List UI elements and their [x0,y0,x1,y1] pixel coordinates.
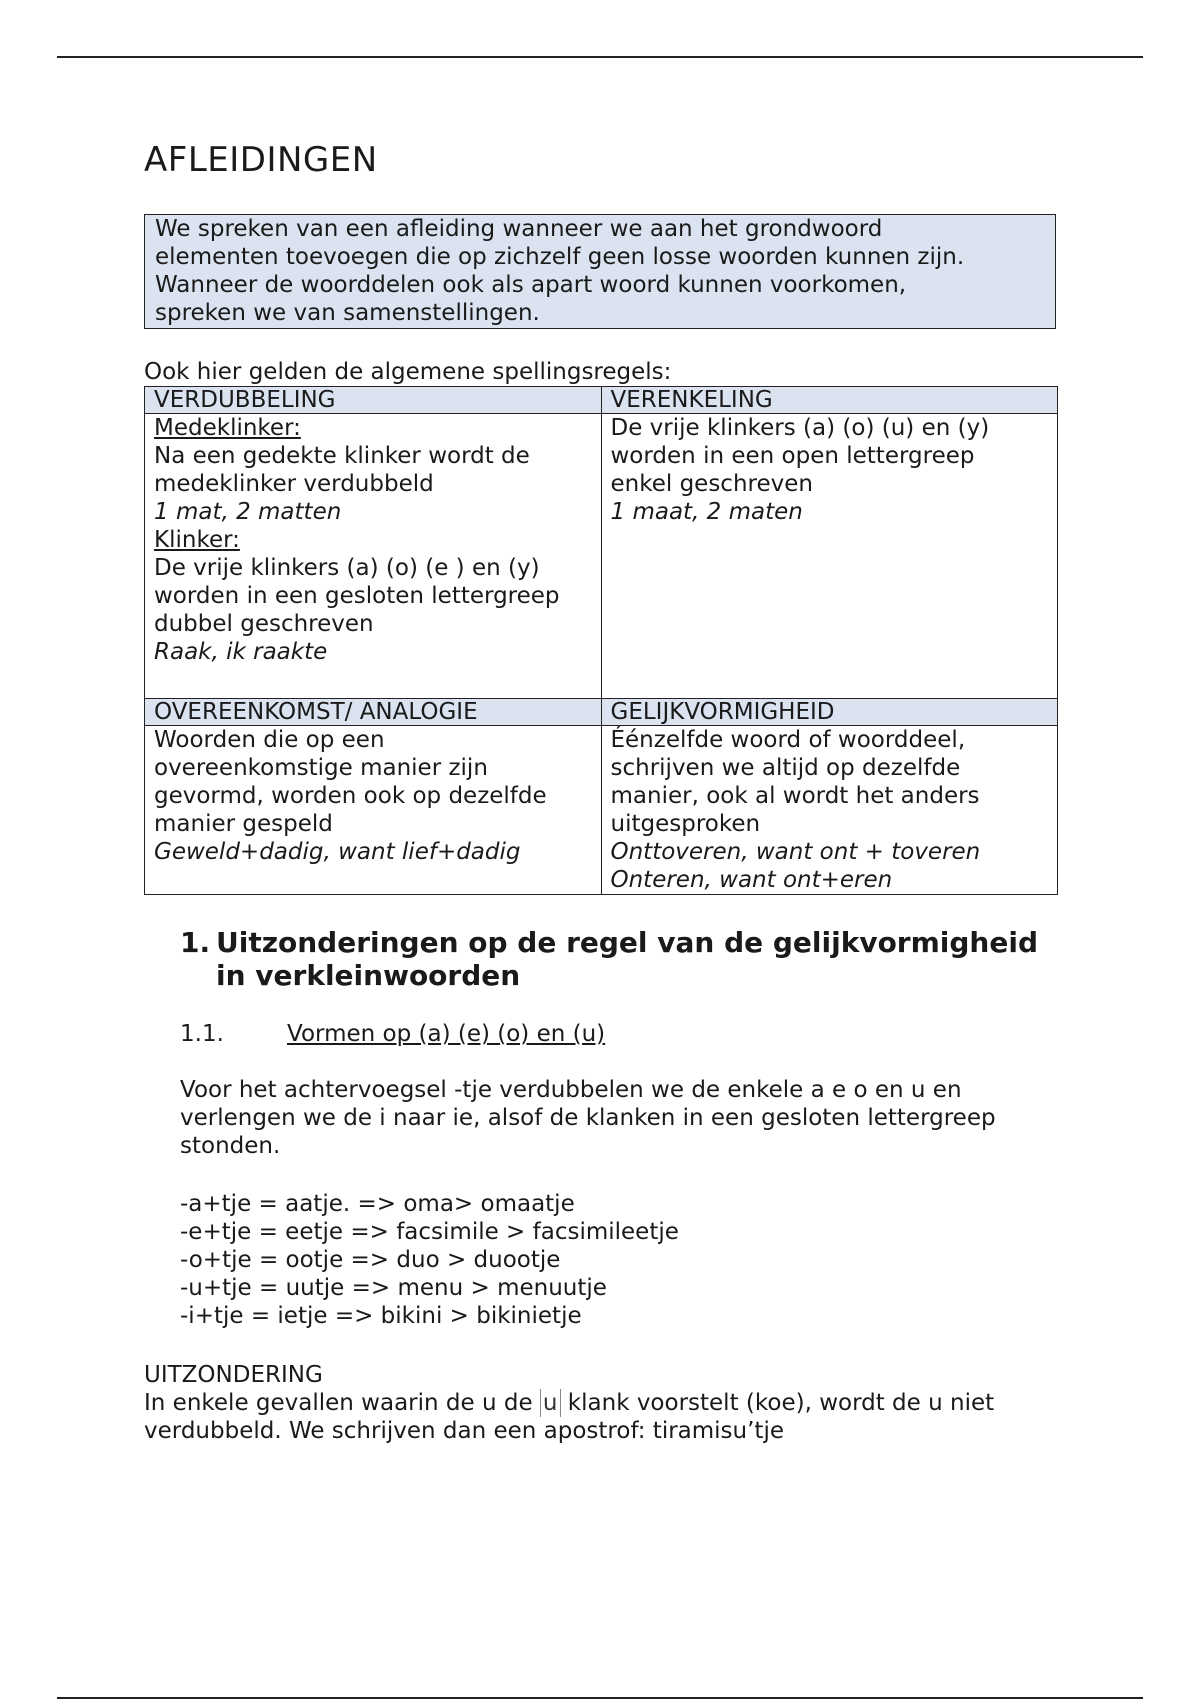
header-overeenkomst: OVEREENKOMST/ ANALOGIE [145,699,602,726]
intro-line: elementen toevoegen die op zichzelf geen losse woorden kunnen zijn. [155,244,965,270]
verenkeling-line: De vrije klinkers (a) (o) (u) en (y) [610,415,990,441]
verenkeling-example: 1 maat, 2 maten [610,499,803,525]
subsection-title: Vormen op (a) (e) (o) en (u) [287,1021,606,1047]
example-item: -u+tje = uutje => menu > menuutje [180,1275,607,1301]
paragraph-line: stonden. [180,1133,281,1159]
exception-line2: verdubbeld. We schrijven dan een apostrof: tiramisu’tje [144,1418,784,1444]
overeenkomst-line: overeenkomstige manier zijn [154,755,488,781]
header-gelijkvormigheid: GELIJKVORMIGHEID [601,699,1058,726]
verenkeling-line: enkel geschreven [610,471,813,497]
example-item: -a+tje = aatje. => oma> omaatje [180,1191,575,1217]
medeklinker-line: medeklinker verdubbeld [154,471,434,497]
section-heading [180,926,1060,992]
intro-line: We spreken van een afleiding wanneer we aan het grondwoord [155,216,883,242]
section-title-line: Uitzonderingen op de regel van de gelijkvormigheid [216,926,1038,959]
intro-line: spreken we van samenstellingen. [155,300,540,326]
section-number: 1. [180,926,211,959]
gelijkvormigheid-line: schrijven we altijd op dezelfde [610,755,961,781]
cell-verdubbeling [145,414,602,699]
klinker-example: Raak, ik raakte [154,639,328,665]
section-title-line: in verkleinwoorden [216,959,521,992]
exception-text-after: klank voorstelt (koe), wordt de u niet [560,1390,995,1416]
intro-line: Wanneer de woorddelen ook als apart woord kunnen voorkomen, [155,272,907,298]
example-item: -o+tje = ootje => duo > duootje [180,1247,561,1273]
medeklinker-label: Medeklinker: [154,415,301,441]
klinker-line: De vrije klinkers (a) (o) (e ) en (y) [154,555,540,581]
exception-title: UITZONDERING [144,1362,323,1388]
spelling-rules-table [144,386,1058,895]
intro-box [144,214,1056,329]
example-list [180,1190,679,1330]
header-verenkeling: VERENKELING [601,387,1058,414]
klinker-label: Klinker: [154,527,240,553]
phonetic-symbol: u [540,1389,561,1417]
overeenkomst-line: Woorden die op een [154,727,385,753]
subsection-heading [180,1020,605,1048]
cell-overeenkomst [145,726,602,895]
gelijkvormigheid-example: Onttoveren, want ont + toveren [610,839,981,865]
paragraph-line: verlengen we de i naar ie, alsof de klanken in een gesloten lettergreep [180,1105,996,1131]
gelijkvormigheid-example: Onteren, want ont+eren [610,867,893,893]
lead-text: Ook hier gelden de algemene spellingsregels: [144,359,672,385]
verenkeling-line: worden in een open lettergreep [610,443,975,469]
cell-gelijkvormigheid [601,726,1058,895]
gelijkvormigheid-line: uitgesproken [610,811,761,837]
gelijkvormigheid-line: Éénzelfde woord of woorddeel, [610,727,966,753]
klinker-line: dubbel geschreven [154,611,374,637]
paragraph-line: Voor het achtervoegsel -tje verdubbelen we de enkele a e o en u en [180,1077,962,1103]
footer-rule [57,1697,1143,1699]
exception-text-before: In enkele gevallen waarin de u de [144,1390,540,1416]
medeklinker-example: 1 mat, 2 matten [154,499,342,525]
medeklinker-line: Na een gedekte klinker wordt de [154,443,530,469]
header-rule [57,56,1143,58]
gelijkvormigheid-line: manier, ook al wordt het anders [610,783,980,809]
example-item: -i+tje = ietje => bikini > bikinietje [180,1303,582,1329]
exception-text [144,1389,1058,1445]
overeenkomst-line: manier gespeld [154,811,333,837]
page-title: AFLEIDINGEN [144,140,378,180]
klinker-line: worden in een gesloten lettergreep [154,583,560,609]
subsection-number: 1.1. [180,1021,224,1047]
overeenkomst-example: Geweld+dadig, want lief+dadig [154,839,521,865]
header-verdubbeling: VERDUBBELING [145,387,602,414]
example-item: -e+tje = eetje => facsimile > facsimileetje [180,1219,679,1245]
overeenkomst-line: gevormd, worden ook op dezelfde [154,783,547,809]
explanation-paragraph [180,1076,1050,1160]
cell-verenkeling [601,414,1058,699]
